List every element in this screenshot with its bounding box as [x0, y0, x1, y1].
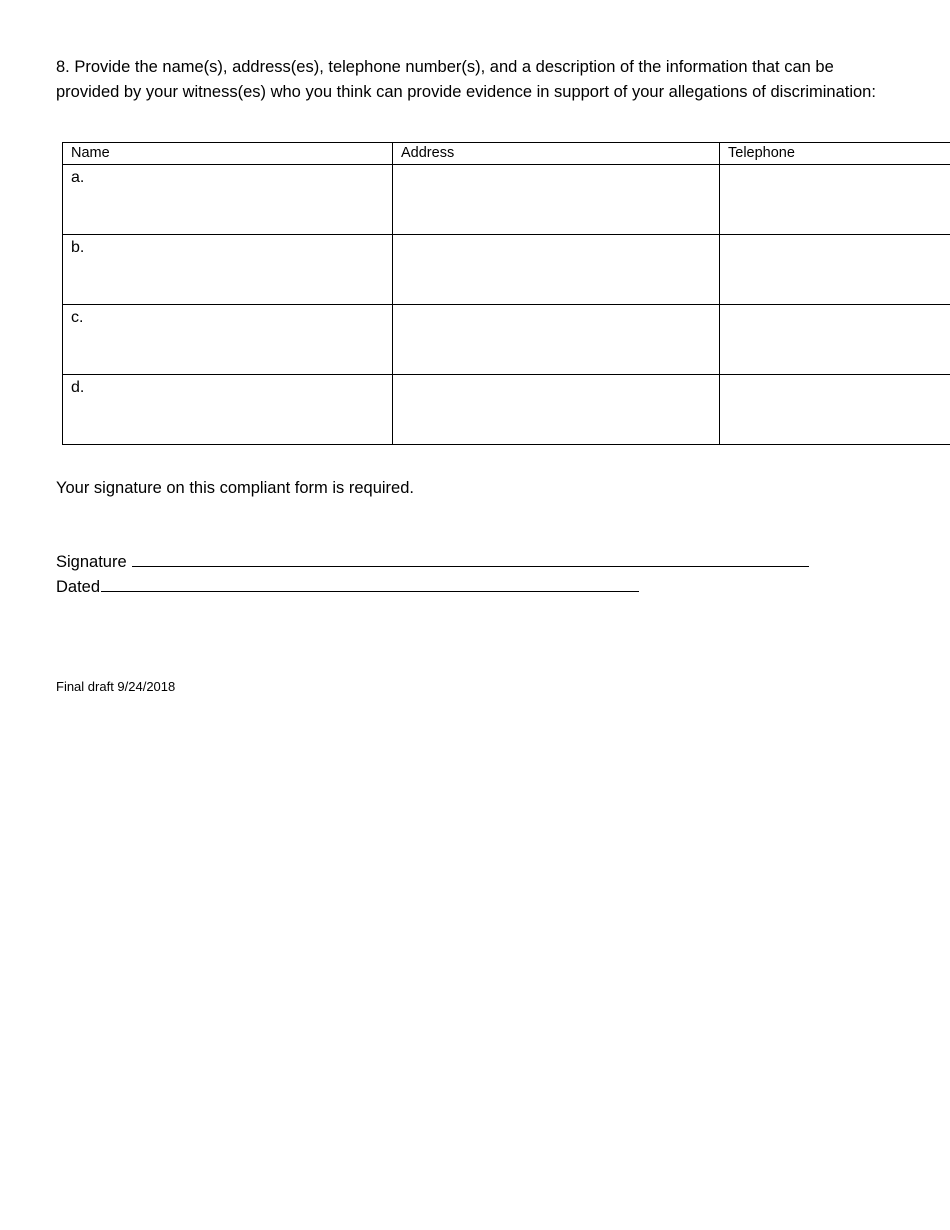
witness-telephone-cell-d[interactable]: [720, 375, 950, 445]
dated-label: Dated: [56, 578, 101, 596]
column-header-name: Name: [63, 143, 393, 165]
table-row: [63, 305, 950, 375]
witness-address-cell-c[interactable]: [393, 305, 720, 375]
signature-row: [56, 550, 809, 574]
dated-row: [56, 575, 639, 599]
witness-address-cell-b[interactable]: [393, 235, 720, 305]
table-row: [63, 375, 950, 445]
witness-name-cell-d[interactable]: d.: [63, 375, 393, 445]
witness-telephone-cell-b[interactable]: [720, 235, 950, 305]
dated-field[interactable]: [101, 575, 639, 592]
witness-name-cell-b[interactable]: b.: [63, 235, 393, 305]
witness-name-cell-c[interactable]: c.: [63, 305, 393, 375]
table-row: [63, 235, 950, 305]
witness-name-cell-a[interactable]: a.: [63, 165, 393, 235]
signature-required-note: Your signature on this compliant form is required.: [56, 479, 414, 497]
witness-telephone-cell-c[interactable]: [720, 305, 950, 375]
footer-draft-note: Final draft 9/24/2018: [56, 679, 176, 694]
witness-table: [62, 142, 950, 445]
signature-label: Signature: [56, 553, 127, 571]
witness-address-cell-d[interactable]: [393, 375, 720, 445]
table-header-row: [63, 143, 950, 165]
column-header-address: Address: [393, 143, 720, 165]
witness-address-cell-a[interactable]: [393, 165, 720, 235]
signature-field[interactable]: [132, 550, 809, 567]
question-8-text: 8. Provide the name(s), address(es), telephone number(s), and a description of the information that can be provided by your witness(es) who you think can provide evidence in support of your allegations of discrimination:: [56, 58, 876, 101]
column-header-telephone: Telephone: [720, 143, 950, 165]
table-row: [63, 165, 950, 235]
witness-telephone-cell-a[interactable]: [720, 165, 950, 235]
